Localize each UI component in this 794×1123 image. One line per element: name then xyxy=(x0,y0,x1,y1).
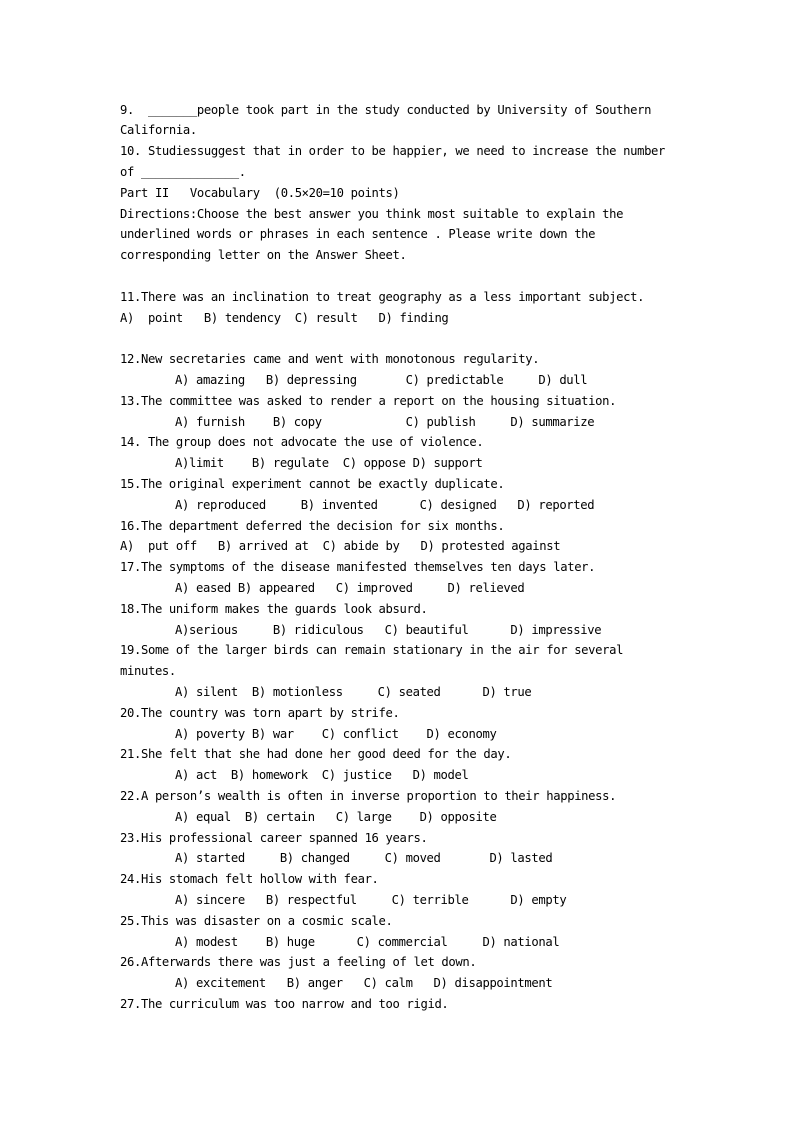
q26-question: 26.Afterwards there was just a feeling of let down. xyxy=(120,955,477,969)
q16-options: A) put off B) arrived at C) abide by D) protested against xyxy=(120,539,561,553)
q12-question: 12.New secretaries came and went with monotonous regularity. xyxy=(120,352,540,366)
q24-question: 24.His stomach felt hollow with fear. xyxy=(120,872,379,886)
q21-question: 21.She felt that she had done her good deed for the day. xyxy=(120,747,512,761)
q17-question: 17.The symptoms of the disease manifested themselves ten days later. xyxy=(120,560,596,574)
q13-options: A) furnish B) copy C) publish D) summarize xyxy=(175,415,595,429)
q9-line: 9. _______people took part in the study conducted by University of Southern xyxy=(120,103,652,117)
q9-line-cont: California. xyxy=(120,123,197,137)
q19-options: A) silent B) motionless C) seated D) true xyxy=(175,685,532,699)
q18-options: A)serious B) ridiculous C) beautiful D) impressive xyxy=(175,623,602,637)
directions-line-1: Directions:Choose the best answer you think most suitable to explain the xyxy=(120,207,624,221)
q20-options: A) poverty B) war C) conflict D) economy xyxy=(175,727,497,741)
q25-options: A) modest B) huge C) commercial D) national xyxy=(175,935,560,949)
q27-question: 27.The curriculum was too narrow and too rigid. xyxy=(120,997,449,1011)
q15-options: A) reproduced B) invented C) designed D) reported xyxy=(175,498,595,512)
q17-options: A) eased B) appeared C) improved D) relieved xyxy=(175,581,525,595)
q16-question: 16.The department deferred the decision for six months. xyxy=(120,519,505,533)
q18-question: 18.The uniform makes the guards look absurd. xyxy=(120,602,428,616)
q10-line: 10. Studiessuggest that in order to be happier, we need to increase the number xyxy=(120,144,666,158)
q22-question: 22.A person’s wealth is often in inverse proportion to their happiness. xyxy=(120,789,617,803)
q11-question: 11.There was an inclination to treat geography as a less important subject. xyxy=(120,290,645,304)
q19-question-cont: minutes. xyxy=(120,664,176,678)
q14-options: A)limit B) regulate C) oppose D) support xyxy=(175,456,483,470)
q12-options: A) amazing B) depressing C) predictable D) dull xyxy=(175,373,588,387)
directions-line-2: underlined words or phrases in each sentence . Please write down the xyxy=(120,227,596,241)
q25-question: 25.This was disaster on a cosmic scale. xyxy=(120,914,393,928)
q11-options: A) point B) tendency C) result D) finding xyxy=(120,311,449,325)
q15-question: 15.The original experiment cannot be exactly duplicate. xyxy=(120,477,505,491)
q13-question: 13.The committee was asked to render a report on the housing situation. xyxy=(120,394,617,408)
q19-question: 19.Some of the larger birds can remain stationary in the air for several xyxy=(120,643,624,657)
part-heading: Part II Vocabulary (0.5×20=10 points) xyxy=(120,186,400,200)
q14-question: 14. The group does not advocate the use of violence. xyxy=(120,435,484,449)
q10-line-cont: of ______________. xyxy=(120,165,246,179)
q21-options: A) act B) homework C) justice D) model xyxy=(175,768,469,782)
q24-options: A) sincere B) respectful C) terrible D) empty xyxy=(175,893,567,907)
q20-question: 20.The country was torn apart by strife. xyxy=(120,706,400,720)
q23-options: A) started B) changed C) moved D) lasted xyxy=(175,851,553,865)
q22-options: A) equal B) certain C) large D) opposite xyxy=(175,810,497,824)
q23-question: 23.His professional career spanned 16 years. xyxy=(120,831,428,845)
q26-options: A) excitement B) anger C) calm D) disappointment xyxy=(175,976,553,990)
directions-line-3: corresponding letter on the Answer Sheet. xyxy=(120,248,407,262)
